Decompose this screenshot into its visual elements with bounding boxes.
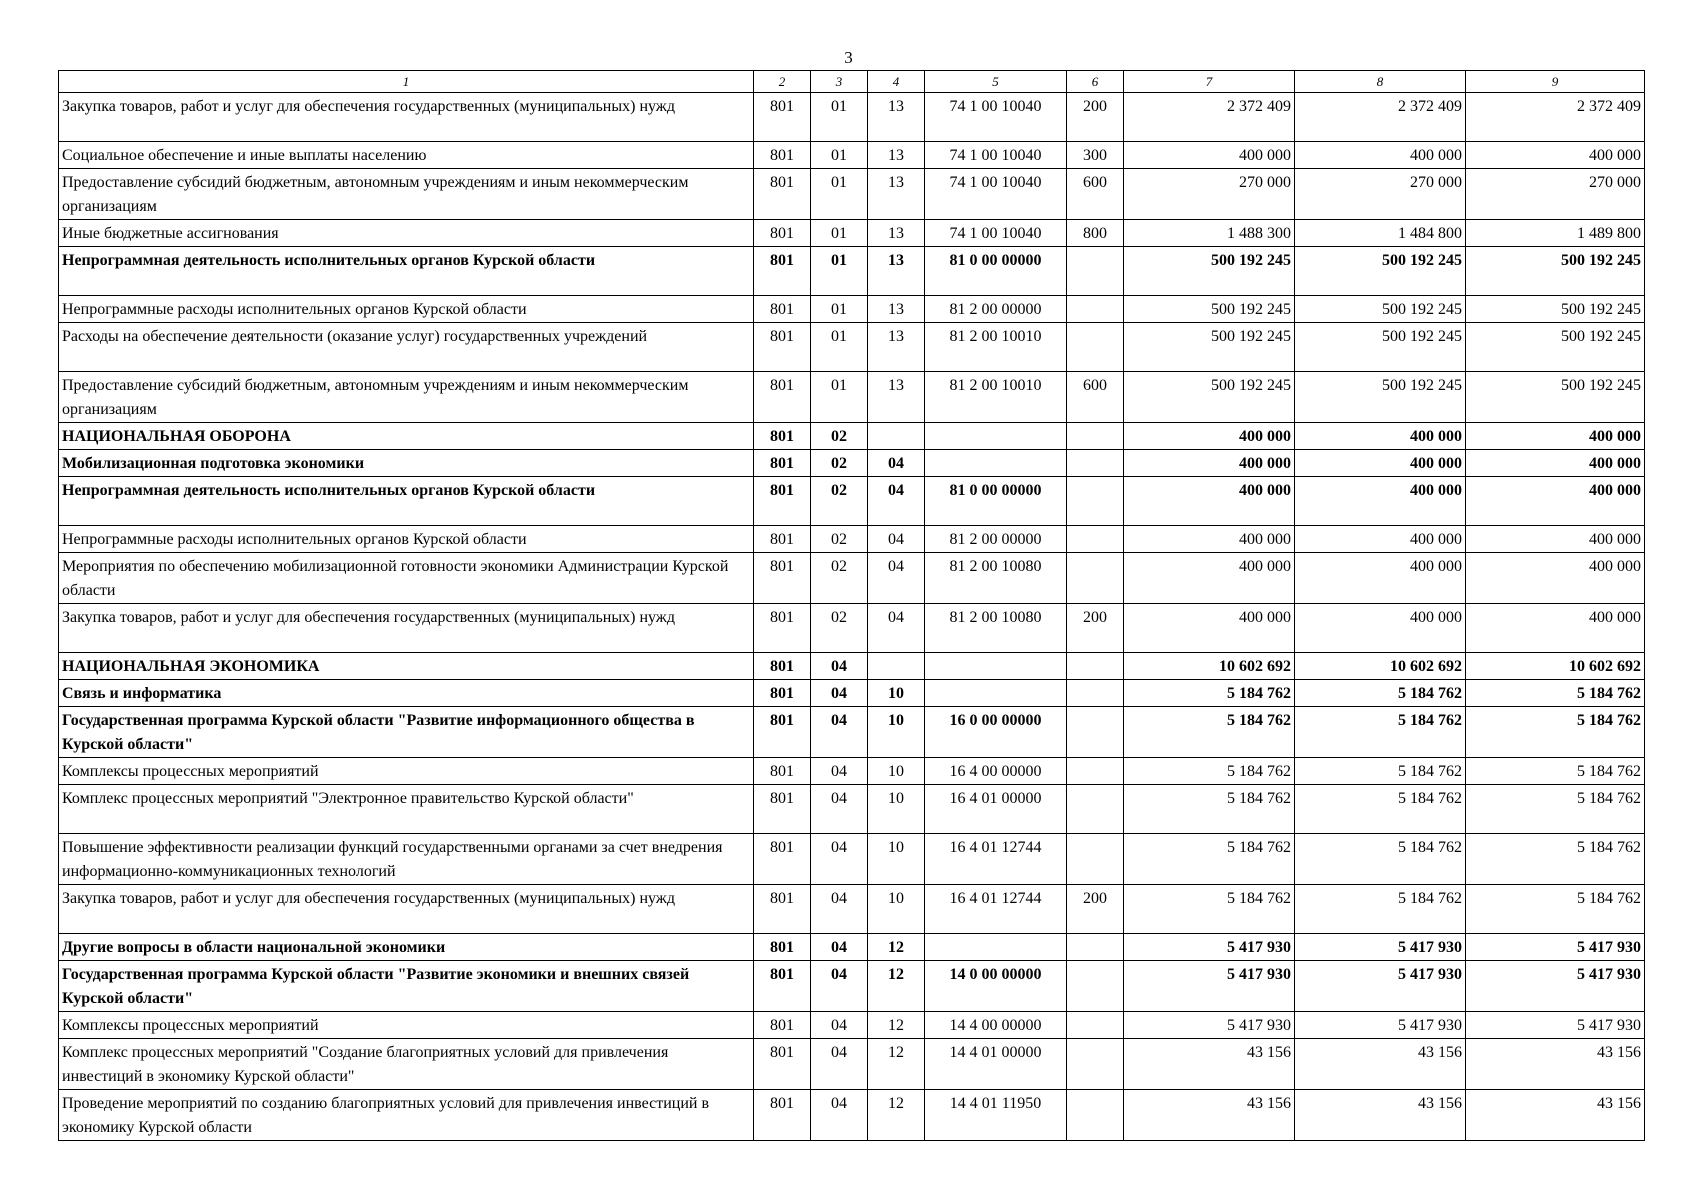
- cell-expense-type-code: [1067, 1012, 1124, 1039]
- cell-expense-type-code: [1067, 477, 1124, 526]
- cell-amount-col8: 400 000: [1295, 477, 1466, 526]
- table-row: [59, 477, 1645, 526]
- cell-subsection-code: 12: [868, 961, 925, 1012]
- cell-subsection-code: 13: [868, 323, 925, 372]
- cell-name: Социальное обеспечение и иные выплаты населению: [59, 142, 754, 169]
- cell-chapter-code: 801: [754, 604, 811, 653]
- cell-target-article-code: 81 0 00 00000: [925, 477, 1067, 526]
- table-row: [59, 1012, 1645, 1039]
- cell-section-code: 04: [811, 653, 868, 680]
- cell-amount-col8: 400 000: [1295, 142, 1466, 169]
- cell-target-article-code: 81 2 00 10080: [925, 553, 1067, 604]
- cell-chapter-code: 801: [754, 680, 811, 707]
- cell-amount-col8: 5 417 930: [1295, 1012, 1466, 1039]
- cell-amount-col7: 270 000: [1124, 169, 1295, 220]
- table-row: [59, 834, 1645, 885]
- cell-amount-col7: 500 192 245: [1124, 296, 1295, 323]
- table-row: [59, 247, 1645, 296]
- cell-expense-type-code: [1067, 1039, 1124, 1090]
- cell-amount-col9: 5 184 762: [1466, 758, 1645, 785]
- cell-amount-col8: 5 184 762: [1295, 680, 1466, 707]
- cell-amount-col9: 5 184 762: [1466, 785, 1645, 834]
- cell-chapter-code: 801: [754, 553, 811, 604]
- cell-expense-type-code: [1067, 247, 1124, 296]
- cell-amount-col7: 5 184 762: [1124, 758, 1295, 785]
- cell-subsection-code: 13: [868, 296, 925, 323]
- cell-amount-col8: 400 000: [1295, 423, 1466, 450]
- cell-amount-col7: 500 192 245: [1124, 323, 1295, 372]
- cell-amount-col8: 2 372 409: [1295, 93, 1466, 142]
- table-row: [59, 1090, 1645, 1141]
- column-header: 2: [754, 71, 811, 93]
- cell-expense-type-code: [1067, 961, 1124, 1012]
- cell-target-article-code: 14 4 01 00000: [925, 1039, 1067, 1090]
- cell-subsection-code: 13: [868, 220, 925, 247]
- table-row: [59, 296, 1645, 323]
- cell-section-code: 01: [811, 142, 868, 169]
- cell-expense-type-code: [1067, 758, 1124, 785]
- cell-expense-type-code: [1067, 834, 1124, 885]
- cell-section-code: 04: [811, 834, 868, 885]
- cell-section-code: 04: [811, 1039, 868, 1090]
- cell-expense-type-code: 800: [1067, 220, 1124, 247]
- cell-chapter-code: 801: [754, 93, 811, 142]
- cell-expense-type-code: [1067, 785, 1124, 834]
- cell-expense-type-code: 200: [1067, 93, 1124, 142]
- cell-subsection-code: 12: [868, 934, 925, 961]
- cell-amount-col8: 5 184 762: [1295, 834, 1466, 885]
- cell-amount-col7: 400 000: [1124, 477, 1295, 526]
- column-header: 3: [811, 71, 868, 93]
- cell-target-article-code: 16 4 01 00000: [925, 785, 1067, 834]
- cell-amount-col7: 400 000: [1124, 423, 1295, 450]
- cell-section-code: 04: [811, 758, 868, 785]
- cell-target-article-code: 81 0 00 00000: [925, 247, 1067, 296]
- column-header: 7: [1124, 71, 1295, 93]
- cell-amount-col7: 5 184 762: [1124, 834, 1295, 885]
- cell-name: Мобилизационная подготовка экономики: [59, 450, 754, 477]
- cell-amount-col8: 43 156: [1295, 1039, 1466, 1090]
- cell-target-article-code: 81 2 00 10010: [925, 323, 1067, 372]
- cell-amount-col9: 5 184 762: [1466, 707, 1645, 758]
- cell-subsection-code: 10: [868, 834, 925, 885]
- column-header: 1: [59, 71, 754, 93]
- cell-chapter-code: 801: [754, 142, 811, 169]
- cell-name: Комплекс процессных мероприятий "Электронное правительство Курской области": [59, 785, 754, 834]
- table-row: [59, 93, 1645, 142]
- cell-section-code: 04: [811, 785, 868, 834]
- budget-table: [58, 70, 1645, 1141]
- cell-amount-col9: 270 000: [1466, 169, 1645, 220]
- cell-name: Комплексы процессных мероприятий: [59, 758, 754, 785]
- cell-target-article-code: 14 4 00 00000: [925, 1012, 1067, 1039]
- cell-section-code: 02: [811, 423, 868, 450]
- cell-name: Непрограммная деятельность исполнительных органов Курской области: [59, 477, 754, 526]
- cell-target-article-code: [925, 423, 1067, 450]
- table-row: [59, 323, 1645, 372]
- cell-name: Проведение мероприятий по созданию благоприятных условий для привлечения инвестиций в экономику Курской области: [59, 1090, 754, 1141]
- cell-chapter-code: 801: [754, 372, 811, 423]
- cell-name: Повышение эффективности реализации функций государственными органами за счет внедрения информационно-коммуникационных технологий: [59, 834, 754, 885]
- cell-target-article-code: 74 1 00 10040: [925, 220, 1067, 247]
- cell-target-article-code: 74 1 00 10040: [925, 169, 1067, 220]
- table-row: [59, 142, 1645, 169]
- cell-name: Предоставление субсидий бюджетным, автономным учреждениям и иным некоммерческим организациям: [59, 169, 754, 220]
- table-body: [59, 71, 1645, 1141]
- cell-section-code: 04: [811, 885, 868, 934]
- table-row: [59, 526, 1645, 553]
- column-header: 6: [1067, 71, 1124, 93]
- cell-subsection-code: [868, 653, 925, 680]
- cell-amount-col9: 2 372 409: [1466, 93, 1645, 142]
- cell-name: Закупка товаров, работ и услуг для обеспечения государственных (муниципальных) нужд: [59, 604, 754, 653]
- cell-expense-type-code: [1067, 934, 1124, 961]
- cell-amount-col8: 500 192 245: [1295, 296, 1466, 323]
- cell-subsection-code: 04: [868, 526, 925, 553]
- cell-chapter-code: 801: [754, 247, 811, 296]
- cell-amount-col8: 10 602 692: [1295, 653, 1466, 680]
- cell-amount-col7: 500 192 245: [1124, 372, 1295, 423]
- cell-name: Комплекс процессных мероприятий "Создание благоприятных условий для привлечения инвестиций в экономику Курской области": [59, 1039, 754, 1090]
- cell-chapter-code: 801: [754, 1090, 811, 1141]
- cell-subsection-code: 10: [868, 680, 925, 707]
- column-header: 9: [1466, 71, 1645, 93]
- cell-name: Непрограммная деятельность исполнительных органов Курской области: [59, 247, 754, 296]
- cell-target-article-code: 16 0 00 00000: [925, 707, 1067, 758]
- cell-chapter-code: 801: [754, 169, 811, 220]
- cell-amount-col8: 5 184 762: [1295, 758, 1466, 785]
- cell-name: Государственная программа Курской области "Развитие экономики и внешних связей Курской области": [59, 961, 754, 1012]
- cell-subsection-code: 04: [868, 450, 925, 477]
- cell-amount-col7: 400 000: [1124, 553, 1295, 604]
- cell-subsection-code: 12: [868, 1090, 925, 1141]
- cell-amount-col7: 43 156: [1124, 1039, 1295, 1090]
- cell-name: Связь и информатика: [59, 680, 754, 707]
- cell-amount-col9: 5 417 930: [1466, 961, 1645, 1012]
- column-header: 5: [925, 71, 1067, 93]
- cell-amount-col9: 500 192 245: [1466, 372, 1645, 423]
- cell-name: Расходы на обеспечение деятельности (оказание услуг) государственных учреждений: [59, 323, 754, 372]
- cell-target-article-code: [925, 653, 1067, 680]
- cell-amount-col7: 400 000: [1124, 142, 1295, 169]
- cell-target-article-code: [925, 680, 1067, 707]
- cell-amount-col9: 400 000: [1466, 423, 1645, 450]
- column-header: 8: [1295, 71, 1466, 93]
- cell-amount-col9: 400 000: [1466, 553, 1645, 604]
- table-row: [59, 934, 1645, 961]
- cell-section-code: 01: [811, 169, 868, 220]
- table-row: [59, 680, 1645, 707]
- cell-amount-col8: 5 184 762: [1295, 785, 1466, 834]
- cell-chapter-code: 801: [754, 296, 811, 323]
- cell-section-code: 02: [811, 477, 868, 526]
- cell-amount-col7: 5 417 930: [1124, 961, 1295, 1012]
- table-row: [59, 220, 1645, 247]
- cell-name: Непрограммные расходы исполнительных органов Курской области: [59, 296, 754, 323]
- cell-amount-col9: 5 184 762: [1466, 680, 1645, 707]
- cell-subsection-code: 10: [868, 707, 925, 758]
- cell-amount-col8: 500 192 245: [1295, 372, 1466, 423]
- cell-amount-col9: 5 184 762: [1466, 834, 1645, 885]
- cell-section-code: 04: [811, 961, 868, 1012]
- cell-amount-col9: 400 000: [1466, 604, 1645, 653]
- cell-amount-col9: 500 192 245: [1466, 296, 1645, 323]
- cell-expense-type-code: 200: [1067, 604, 1124, 653]
- cell-amount-col7: 5 184 762: [1124, 707, 1295, 758]
- cell-amount-col8: 500 192 245: [1295, 247, 1466, 296]
- cell-expense-type-code: [1067, 423, 1124, 450]
- cell-chapter-code: 801: [754, 220, 811, 247]
- cell-name: Иные бюджетные ассигнования: [59, 220, 754, 247]
- cell-name: НАЦИОНАЛЬНАЯ ЭКОНОМИКА: [59, 653, 754, 680]
- cell-name: Мероприятия по обеспечению мобилизационной готовности экономики Администрации Курской области: [59, 553, 754, 604]
- cell-target-article-code: 16 4 01 12744: [925, 834, 1067, 885]
- cell-chapter-code: 801: [754, 785, 811, 834]
- cell-target-article-code: 16 4 00 00000: [925, 758, 1067, 785]
- cell-expense-type-code: [1067, 653, 1124, 680]
- cell-amount-col7: 5 417 930: [1124, 1012, 1295, 1039]
- cell-amount-col9: 5 417 930: [1466, 1012, 1645, 1039]
- cell-expense-type-code: [1067, 526, 1124, 553]
- cell-target-article-code: 74 1 00 10040: [925, 142, 1067, 169]
- cell-expense-type-code: 600: [1067, 169, 1124, 220]
- cell-subsection-code: [868, 423, 925, 450]
- cell-amount-col8: 43 156: [1295, 1090, 1466, 1141]
- table-row: [59, 961, 1645, 1012]
- cell-target-article-code: 81 2 00 00000: [925, 296, 1067, 323]
- cell-subsection-code: 13: [868, 247, 925, 296]
- cell-expense-type-code: [1067, 707, 1124, 758]
- table-row: [59, 169, 1645, 220]
- cell-amount-col9: 1 489 800: [1466, 220, 1645, 247]
- cell-subsection-code: 13: [868, 142, 925, 169]
- cell-target-article-code: 16 4 01 12744: [925, 885, 1067, 934]
- table-row: [59, 1039, 1645, 1090]
- cell-section-code: 02: [811, 450, 868, 477]
- cell-amount-col8: 5 417 930: [1295, 961, 1466, 1012]
- cell-amount-col7: 5 184 762: [1124, 680, 1295, 707]
- cell-amount-col7: 400 000: [1124, 526, 1295, 553]
- cell-chapter-code: 801: [754, 707, 811, 758]
- cell-section-code: 04: [811, 934, 868, 961]
- cell-amount-col8: 500 192 245: [1295, 323, 1466, 372]
- cell-section-code: 02: [811, 526, 868, 553]
- cell-amount-col8: 270 000: [1295, 169, 1466, 220]
- cell-chapter-code: 801: [754, 758, 811, 785]
- cell-amount-col9: 500 192 245: [1466, 247, 1645, 296]
- table-row: [59, 653, 1645, 680]
- table-row: [59, 707, 1645, 758]
- table-row: [59, 450, 1645, 477]
- cell-amount-col8: 5 417 930: [1295, 934, 1466, 961]
- cell-chapter-code: 801: [754, 323, 811, 372]
- cell-expense-type-code: 300: [1067, 142, 1124, 169]
- cell-amount-col9: 43 156: [1466, 1039, 1645, 1090]
- cell-subsection-code: 04: [868, 604, 925, 653]
- cell-target-article-code: 74 1 00 10040: [925, 93, 1067, 142]
- cell-expense-type-code: [1067, 680, 1124, 707]
- cell-amount-col7: 1 488 300: [1124, 220, 1295, 247]
- cell-name: Комплексы процессных мероприятий: [59, 1012, 754, 1039]
- cell-amount-col8: 400 000: [1295, 553, 1466, 604]
- cell-expense-type-code: 600: [1067, 372, 1124, 423]
- cell-amount-col9: 400 000: [1466, 526, 1645, 553]
- cell-section-code: 04: [811, 707, 868, 758]
- cell-name: Закупка товаров, работ и услуг для обеспечения государственных (муниципальных) нужд: [59, 93, 754, 142]
- cell-amount-col7: 5 184 762: [1124, 885, 1295, 934]
- cell-target-article-code: 81 2 00 10080: [925, 604, 1067, 653]
- cell-expense-type-code: 200: [1067, 885, 1124, 934]
- cell-subsection-code: 13: [868, 372, 925, 423]
- cell-target-article-code: 14 0 00 00000: [925, 961, 1067, 1012]
- cell-section-code: 01: [811, 372, 868, 423]
- cell-chapter-code: 801: [754, 961, 811, 1012]
- table-row: [59, 372, 1645, 423]
- cell-amount-col8: 1 484 800: [1295, 220, 1466, 247]
- cell-chapter-code: 801: [754, 1039, 811, 1090]
- cell-section-code: 01: [811, 296, 868, 323]
- cell-amount-col7: 400 000: [1124, 450, 1295, 477]
- cell-amount-col7: 5 184 762: [1124, 785, 1295, 834]
- cell-amount-col7: 400 000: [1124, 604, 1295, 653]
- cell-subsection-code: 10: [868, 785, 925, 834]
- cell-amount-col7: 500 192 245: [1124, 247, 1295, 296]
- cell-expense-type-code: [1067, 323, 1124, 372]
- cell-amount-col9: 400 000: [1466, 477, 1645, 526]
- cell-chapter-code: 801: [754, 934, 811, 961]
- cell-subsection-code: 12: [868, 1012, 925, 1039]
- cell-target-article-code: 81 2 00 00000: [925, 526, 1067, 553]
- cell-amount-col9: 10 602 692: [1466, 653, 1645, 680]
- cell-target-article-code: 14 4 01 11950: [925, 1090, 1067, 1141]
- cell-chapter-code: 801: [754, 834, 811, 885]
- cell-amount-col8: 5 184 762: [1295, 885, 1466, 934]
- table-row: [59, 785, 1645, 834]
- cell-amount-col9: 500 192 245: [1466, 323, 1645, 372]
- cell-amount-col8: 400 000: [1295, 450, 1466, 477]
- cell-section-code: 04: [811, 1090, 868, 1141]
- cell-subsection-code: 12: [868, 1039, 925, 1090]
- cell-chapter-code: 801: [754, 450, 811, 477]
- cell-amount-col9: 43 156: [1466, 1090, 1645, 1141]
- cell-amount-col9: 5 417 930: [1466, 934, 1645, 961]
- cell-section-code: 01: [811, 220, 868, 247]
- cell-amount-col8: 5 184 762: [1295, 707, 1466, 758]
- cell-chapter-code: 801: [754, 526, 811, 553]
- cell-amount-col7: 2 372 409: [1124, 93, 1295, 142]
- cell-name: Другие вопросы в области национальной экономики: [59, 934, 754, 961]
- cell-subsection-code: 13: [868, 93, 925, 142]
- cell-expense-type-code: [1067, 553, 1124, 604]
- cell-name: Непрограммные расходы исполнительных органов Курской области: [59, 526, 754, 553]
- cell-chapter-code: 801: [754, 885, 811, 934]
- cell-amount-col7: 10 602 692: [1124, 653, 1295, 680]
- table-row: [59, 758, 1645, 785]
- column-header: 4: [868, 71, 925, 93]
- cell-target-article-code: [925, 934, 1067, 961]
- cell-section-code: 02: [811, 604, 868, 653]
- cell-amount-col9: 400 000: [1466, 142, 1645, 169]
- cell-target-article-code: 81 2 00 10010: [925, 372, 1067, 423]
- cell-amount-col7: 5 417 930: [1124, 934, 1295, 961]
- cell-expense-type-code: [1067, 296, 1124, 323]
- cell-section-code: 02: [811, 553, 868, 604]
- cell-subsection-code: 10: [868, 885, 925, 934]
- cell-chapter-code: 801: [754, 423, 811, 450]
- cell-chapter-code: 801: [754, 477, 811, 526]
- page-number: 3: [844, 48, 853, 67]
- cell-section-code: 04: [811, 1012, 868, 1039]
- cell-expense-type-code: [1067, 1090, 1124, 1141]
- cell-target-article-code: [925, 450, 1067, 477]
- cell-expense-type-code: [1067, 450, 1124, 477]
- cell-chapter-code: 801: [754, 1012, 811, 1039]
- cell-subsection-code: 04: [868, 553, 925, 604]
- cell-amount-col8: 400 000: [1295, 526, 1466, 553]
- cell-name: Предоставление субсидий бюджетным, автономным учреждениям и иным некоммерческим организациям: [59, 372, 754, 423]
- cell-amount-col8: 400 000: [1295, 604, 1466, 653]
- table-row: [59, 553, 1645, 604]
- cell-amount-col7: 43 156: [1124, 1090, 1295, 1141]
- cell-name: НАЦИОНАЛЬНАЯ ОБОРОНА: [59, 423, 754, 450]
- cell-subsection-code: 04: [868, 477, 925, 526]
- cell-section-code: 01: [811, 323, 868, 372]
- table-row: [59, 885, 1645, 934]
- cell-subsection-code: 13: [868, 169, 925, 220]
- cell-amount-col9: 5 184 762: [1466, 885, 1645, 934]
- cell-subsection-code: 10: [868, 758, 925, 785]
- cell-amount-col9: 400 000: [1466, 450, 1645, 477]
- cell-section-code: 01: [811, 247, 868, 296]
- cell-section-code: 01: [811, 93, 868, 142]
- table-row: [59, 423, 1645, 450]
- cell-chapter-code: 801: [754, 653, 811, 680]
- table-row: [59, 604, 1645, 653]
- column-number-header: [59, 71, 1645, 93]
- cell-name: Закупка товаров, работ и услуг для обеспечения государственных (муниципальных) нужд: [59, 885, 754, 934]
- cell-section-code: 04: [811, 680, 868, 707]
- cell-name: Государственная программа Курской области "Развитие информационного общества в Курской области": [59, 707, 754, 758]
